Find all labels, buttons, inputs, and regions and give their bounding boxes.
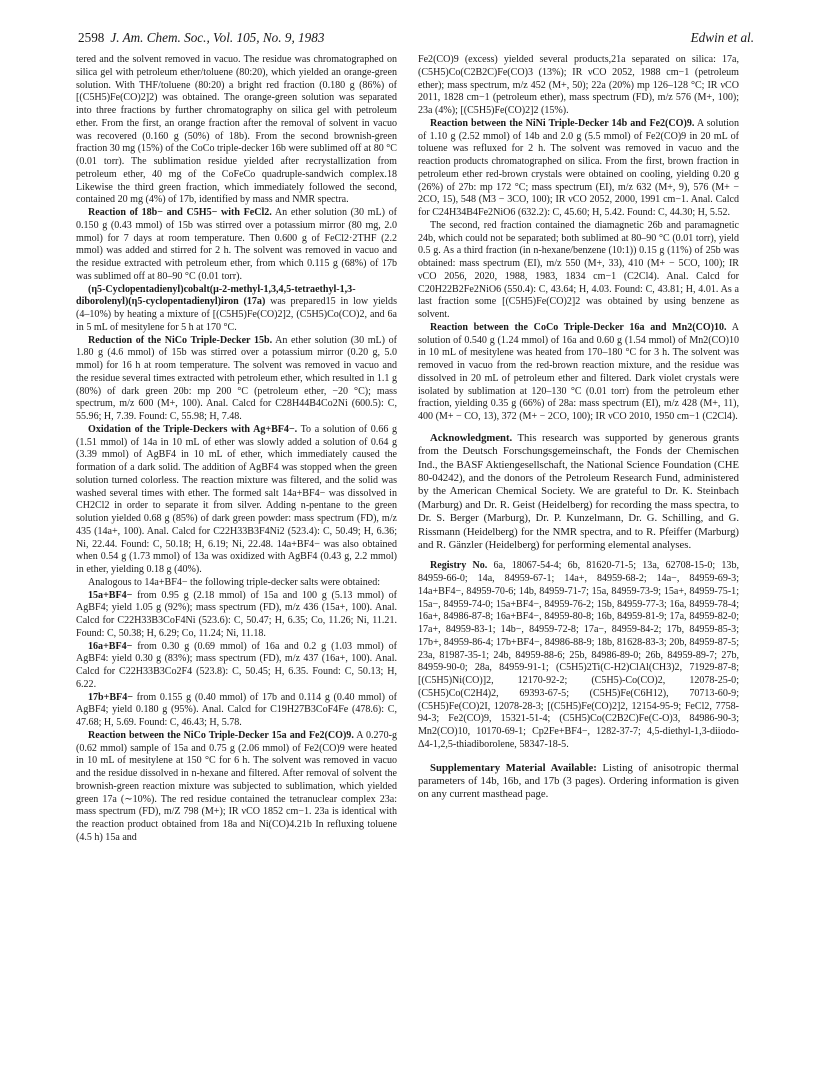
registry-body: 6a, 18067-54-4; 6b, 81620-71-5; 13a, 62708-15-0; 13b, 84959-66-0; 14a, 84959-67-1; 14a+, 84959-68-2; 14a−, 84959-69-3; 14a+BF4−, 84959-70-6; 14b, 84959-71-7; 15a, 84959-73-9; 15a+, 84959-75-1; 15a−, 84959-74-0; 15a+BF4−, 84959-76-2; 15b, 84959-77-3; 16a, 84959-78-4; 16a+, 84986-87-8; 16a+BF4−, 84959-80-8; 16b, 84959-81-9; 17a, 84959-82-0; 17a+, 84959-83-1; 14b−, 84959-72-8; 17a−, 84959-84-2; 17b, 84959-85-3; 17b+, 84959-86-4; 17b+BF4−, 84986-88-9; 18b, 81628-83-3; 20b, 84959-87-5; 23a, 81987-35-1; 24b, 84959-88-6; 25b, 84986-89-0; 26b, 84959-89-7; 27b, 84959-90-0; 28a, 84959-91-1; (C5H5)2Ti(C-H2)ClAl(CH3)2, 71929-87-8; [(C5H5)Ni(CO)]2, 12170-92-2; (C5H5)-Co(CO)2, 12078-25-0; (C5H5)Co(C2H4)2, 69393-67-5; (C5H5)Fe(C6H12), 70713-60-9; (C5H5)Fe(CO)2I, 12078-28-3; [(C5H5)Fe(CO)2]2, 12154-95-9; FeCl2, 7758-94-3; Fe2(CO)9, 15321-51-4; (C5H5)Co(C2B2C)Fe(C-O)3, 84986-90-3; Mn2(CO)10, 10170-69-1; Cp2Fe+BF4−, 1282-37-7; 4,5-diethyl-1,3-diiodo-Δ4-1,2,5-thiadiborolene, 58347-18-5. bbox=[418, 560, 739, 750]
paragraph-body: An ether solution (30 mL) of 0.150 g (0.43 mmol) of 15b was stirred over a potassium mirror (80 mg, 2.0 mmol) for 7 days at room temperature. Then 0.600 g of FeCl2·2THF (2.2 mmol) was added and stirred for 2 h. The solvent was removed in vacuo and the residue extracted with petroleum ether, from which 0.115 g (68%) of 17b was sublimed off at 80–90 °C (0.01 torr). bbox=[76, 207, 397, 282]
right-column bbox=[418, 54, 739, 802]
header-left bbox=[78, 30, 324, 46]
page-header bbox=[78, 30, 754, 46]
supplementary-body: Listing of anisotropic thermal parameters of 14b, 16b, and 17b (3 pages). Ordering information is given on any current masthead page. bbox=[418, 761, 739, 801]
running-head-authors: Edwin et al. bbox=[690, 30, 754, 45]
paragraph-heading: Reaction between the NiCo Triple-Decker 15a and Fe2(CO)9. bbox=[88, 729, 354, 741]
paragraph bbox=[418, 322, 739, 424]
paragraph-body: from 0.95 g (2.18 mmol) of 15a and 100 g (5.13 mmol) of AgBF4; yield 1.05 g (92%); mass spectrum (FD), m/z 436 (15a+, 100). Anal. Calcd for C22H33B3CoF4Ni (523.6): C, 50.47; H, 6.35; Co, 11.26; Ni, 11.21. Found: C, 50.38; H, 6.29; Co, 11.24; Ni, 11.18. bbox=[76, 589, 397, 639]
left-column bbox=[76, 54, 397, 845]
page-number: 2598 bbox=[78, 30, 105, 45]
paragraph-heading: Reaction between the CoCo Triple-Decker 16a and Mn2(CO)10. bbox=[430, 321, 727, 333]
paragraph bbox=[76, 590, 397, 641]
acknowledgment-body: This research was supported by generous grants from the Deutsch Forschungsgemeinschaft, the Fonds der Chemischen Ind., the BASF Aktiengesellschaft, the National Science Foundation (CHE 80-04242), and the donors of the Petroleum Research Fund, administered by the American Chemical Society. We are grateful to Dr. K. Steinbach (Marburg) and Dr. R. Geist (Heidelberg) for recording the mass spectra, to Dr. S. Berger (Marburg), Dr. P. Kunzelmann, Dr. G. Schilling, and G. Rissmann (Heidelberg) for the NMR spectra, and to R. Pfeiffer (Marburg) and R. Gänzler (Heidelberg) for performing elemental analyses. bbox=[418, 431, 739, 551]
paragraph-heading: Reaction of 18b− and C5H5− with FeCl2. bbox=[88, 207, 272, 218]
paragraph-body: from 0.30 g (0.69 mmol) of 16a and 0.2 g (1.03 mmol) of AgBF4: yield 0.30 g (83%); mass spectrum (FD), m/z 437 (16a+, 100). Anal. Calcd for C22H33B3Co2F4 (523.8): C, 50.45; H, 6.35. Found: C, 50.13; H, 6.22. bbox=[76, 640, 397, 690]
paragraph: The second, red fraction contained the diamagnetic 26b and paramagnetic 24b, which could not be separated; both sublimed at 80–90 °C (0.01 torr), yield 0.5 g. As a third fraction (in n-hexane/benzene (10:1)) 0.15 g (11%) of 25b was obtained: mass spectrum (EI), m/z 550 (M+, 33), 410 (M+ − 5CO, 100); IR νCO 2056, 2020, 1988, 1983, 1834 cm−1 (C2Cl4). Anal. Calcd for C20H22B2Fe2NiO6 (550.4): C, 43.64; H, 4.03. Found: C, 43.81; H, 4.01. As a last fraction some [(C5H5)Fe(CO)2]2 was obtained by using benzene as solvent. bbox=[418, 219, 739, 320]
paragraph bbox=[76, 641, 397, 692]
paragraph-heading: 17b+BF4− bbox=[88, 691, 133, 703]
registry-heading: Registry No. bbox=[430, 560, 488, 572]
paragraph: tered and the solvent removed in vacuo. The residue was chromatographed on silica gel with petroleum ether/toluene (80:20), which yielded an orange-green solution. With THF/toluene (80:20) a bright red fraction (0.180 g (86%) of [(C5H5)Fe(CO)2]2) was obtained. The orange-green solution was separated into three fractions by further chromatography on silica gel with petroleum ether. From the first, an orange fraction after the removal of solvent in vacuo was recovered (0.160 g (50%) of 18b). From the second brownish-green fraction 30 mg (15%) of the CoCo triple-decker 16b were sublimed off at 80 °C (0.01 torr). The sublimation residue yielded after recrystallization from petroleum ether, 40 mg of the CoFeCo quadruple-sandwich complex.18 Likewise the third green fraction, which immediately followed the second, contained 20 mg (4%) of 17b, identified by mass and NMR spectra. bbox=[76, 54, 397, 206]
paragraph-body: from 0.155 g (0.40 mmol) of 17b and 0.114 g (0.40 mmol) of AgBF4; yield 0.180 g (95%). Anal. Calcd for C19H27B3CoF4Fe (478.6): C, 47.68; H, 5.69. Found: C, 46.43; H, 5.78. bbox=[76, 691, 397, 728]
supplementary-heading: Supplementary Material Available: bbox=[430, 761, 597, 774]
paragraph bbox=[76, 424, 397, 577]
paragraph-heading: 16a+BF4− bbox=[88, 640, 133, 652]
paragraph bbox=[76, 335, 397, 424]
paragraph: Fe2(CO)9 (excess) yielded several products,21a separated on silica: 17a, (C5H5)Co(C2B2C)Fe(CO)3 (13%); IR νCO 2052, 1988 cm−1 (petroleum ether); mass spectrum, m/z 452 (M+, 50); 22a (20%) mp 126–128 °C; IR νCO 2011, 1828 cm−1 (petroleum ether), mass spectrum (FD), m/z 576 (M+, 100); 23a (4%); [(C5H5)Fe(CO)2]2 (15%). bbox=[418, 54, 739, 116]
supplementary-material bbox=[418, 762, 739, 802]
paragraph bbox=[76, 284, 397, 335]
paragraph-body: An ether solution (30 mL) of 1.80 g (4.6 mmol) of 15b was stirred over a potassium mirror (0.20 g, 5.0 mmol) for 16 h at room temperature. The solvent was removed in vacuo and the residue several times extracted with petroleum ether, which resulted in 1.1 g (80%) of dark green 20b: mp 200 °C (petroleum ether, −20 °C); mass spectrum, m/z 600 (M+, 100). Anal. Calcd for C28H44B4Co2Ni (600.5): C, 55.96; H, 7.39. Found: C, 55.98; H, 7.48. bbox=[76, 334, 397, 422]
paragraph bbox=[76, 692, 397, 730]
paragraph-body: A solution of 0.540 g (1.24 mmol) of 16a and 0.60 g (1.54 mmol) of Mn2(CO)10 in 10 mL of mesitylene was heated from 170–180 °C for 3 h. The solvent was removed in vacuo from the red-brown reaction mixture, and the residue was dissolved in 20 mL of petroleum ether and filtered. Dark violet crystals were isolated by sublimation at 120–130 °C (0.01 torr) from the petroleum ether fraction, yielding 0.35 g (66%) of 28a: mass spectrum (EI), m/z 428 (M+, 11), 400 (M+ − CO, 13), 372 (M+ − 2CO, 100); IR νCO 2010, 1950 cm−1 (C2Cl4). bbox=[418, 321, 739, 422]
journal-citation: J. Am. Chem. Soc., Vol. 105, No. 9, 1983 bbox=[110, 30, 325, 45]
paragraph bbox=[76, 730, 397, 845]
paragraph-heading: 15a+BF4− bbox=[88, 589, 133, 601]
paragraph-heading: (η5-Cyclopentadienyl)cobalt(μ-2-methyl-1,3,4,5-tetraethyl-1,3-diborolenyl)(η5-cyclopentadienyl)iron (17a) bbox=[76, 283, 356, 308]
registry-numbers bbox=[418, 560, 739, 751]
paragraph bbox=[418, 118, 739, 220]
paragraph: Analogous to 14a+BF4− the following triple-decker salts were obtained: bbox=[88, 576, 381, 588]
paragraph-body: was prepared15 in low yields (4–10%) by heating a mixture of [(C5H5)Fe(CO)2]2, (C5H5)Co(CO)2, and 6a in 5 mL of mesitylene for 5 h at 170 °C. bbox=[76, 296, 397, 333]
paragraph-heading: Reaction between the NiNi Triple-Decker 14b and Fe2(CO)9. bbox=[430, 117, 695, 129]
paragraph-body: A 0.270-g (0.62 mmol) sample of 15a and 0.75 g (2.06 mmol) of Fe2(CO)9 were heated in 10 mL of mesitylene at 150 °C for 6 h. The solvent was removed in vacuo and the residue dissolved in n-hexane and filtered. After removal of solvent the brownish-green reaction mixture was subjected to sublimation, which yielded green 17a (∼10%). The red residue contained the tetranuclear complex 23a: mass spectrum (FD), m/Z 798 (M+); IR νCO 1852 cm−1. 23a is identical with the reaction product obtained from 18a and Ni(CO)4.21b In refluxing toluene (4.5 h) 15a and bbox=[76, 729, 397, 843]
acknowledgment-heading: Acknowledgment. bbox=[430, 431, 513, 444]
paragraph-heading: Reduction of the NiCo Triple-Decker 15b. bbox=[88, 334, 273, 346]
paragraph bbox=[76, 207, 397, 284]
paragraph-body: To a solution of 0.66 g (1.51 mmol) of 14a in 10 mL of ether was slowly added a solution of 0.64 g (3.39 mmol) of AgBF4 in 10 mL of ether, which immediately caused the formation of a dark solid. The addition of AgBF4 was stopped when the green solution turned colorless. The reaction mixture was filtered, and the solid was washed several times with ether. The formed salt 14a+BF4− was dissolved in CH2Cl2 in order to separate it from silver. Adding n-pentane to the green solution yielded 0.68 g (85%) of dark green powder: mass spectrum (FD), m/z 435 (14a+, 100). Anal. Calcd for C22H33B3F4Ni2 (523.4): C, 50.49; H, 6.36; Ni, 22.44. Found: C, 50.18; H, 6.19; Ni, 22.48. 14a+BF4− was also obtained when 0.54 g (1.73 mmol) of 13a was oxidized with AgBF4 (0.43 g, 2.2 mmol) in ether, yielding 0.18 g (40%). bbox=[76, 423, 397, 575]
paragraph-heading: Oxidation of the Triple-Deckers with Ag+BF4−. bbox=[88, 423, 298, 435]
paragraph-body: A solution of 1.10 g (2.52 mmol) of 14b and 2.0 g (5.5 mmol) of Fe2(CO)9 in 20 mL of toluene was refluxed for 2 h. The solvent was removed in vacuo and the reaction products chromatographed on silica. From the first, brown fraction in petroleum ether red-brown crystals were obtained on cooling, yielding 0.20 g (26%) of 27b: mp 172 °C; mass spectrum (EI), m/z 632 (M+, 9), 576 (M+ − 2CO, 15), 548 (M3 − 3CO, 100); IR νCO 2052, 2000, 1991 cm−1. Anal. Calcd for C24H34B4Fe2NiO6 (632.2): C, 45.60; H, 5.42. Found: C, 44.30; H, 5.52. bbox=[418, 117, 739, 218]
acknowledgment bbox=[418, 432, 739, 553]
